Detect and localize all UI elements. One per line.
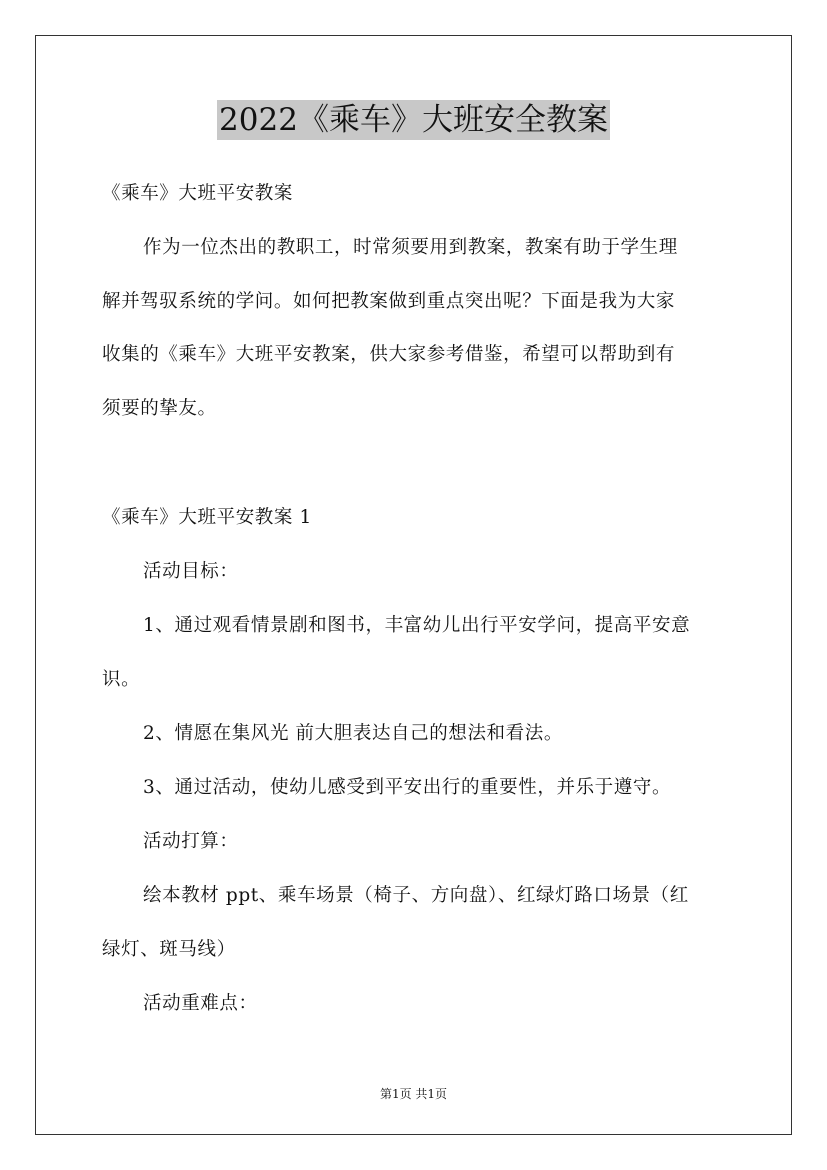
title-container — [0, 100, 827, 140]
intro-line-2: 解并驾驭系统的学问。如何把教案做到重点突出呢？下面是我为大家 — [102, 291, 676, 312]
page-footer: 第1页 共1页 — [379, 1087, 448, 1101]
goal-1-line-1: 1、通过观看情景剧和图书，丰富幼儿出行平安学问，提高平安意 — [143, 615, 691, 636]
intro-line-1: 作为一位杰出的教职工，时常须要用到教案，教案有助于学生理 — [143, 237, 678, 258]
document-title: 2022《乘车》大班安全教案 — [219, 102, 608, 138]
goals-label: 活动目标： — [143, 561, 239, 582]
goal-2: 2、情愿在集风光 前大胆表达自己的想法和看法。 — [143, 723, 563, 744]
goal-1-line-2: 识。 — [102, 669, 141, 690]
intro-line-4: 须要的挚友。 — [102, 398, 217, 419]
prep-line-1: 绘本教材 ppt、乘车场景（椅子、方向盘）、红绿灯路口场景（红 — [143, 885, 689, 906]
section-heading: 《乘车》大班平安教案 1 — [102, 507, 312, 528]
prep-line-2: 绿灯、斑马线） — [102, 939, 236, 960]
key-points-label: 活动重难点： — [143, 993, 258, 1014]
goal-3: 3、通过活动，使幼儿感受到平安出行的重要性，并乐于遵守。 — [143, 777, 672, 798]
document-subtitle: 《乘车》大班平安教案 — [102, 183, 294, 204]
intro-line-3: 收集的《乘车》大班平安教案，供大家参考借鉴，希望可以帮助到有 — [102, 344, 676, 365]
prep-label: 活动打算： — [143, 831, 239, 852]
